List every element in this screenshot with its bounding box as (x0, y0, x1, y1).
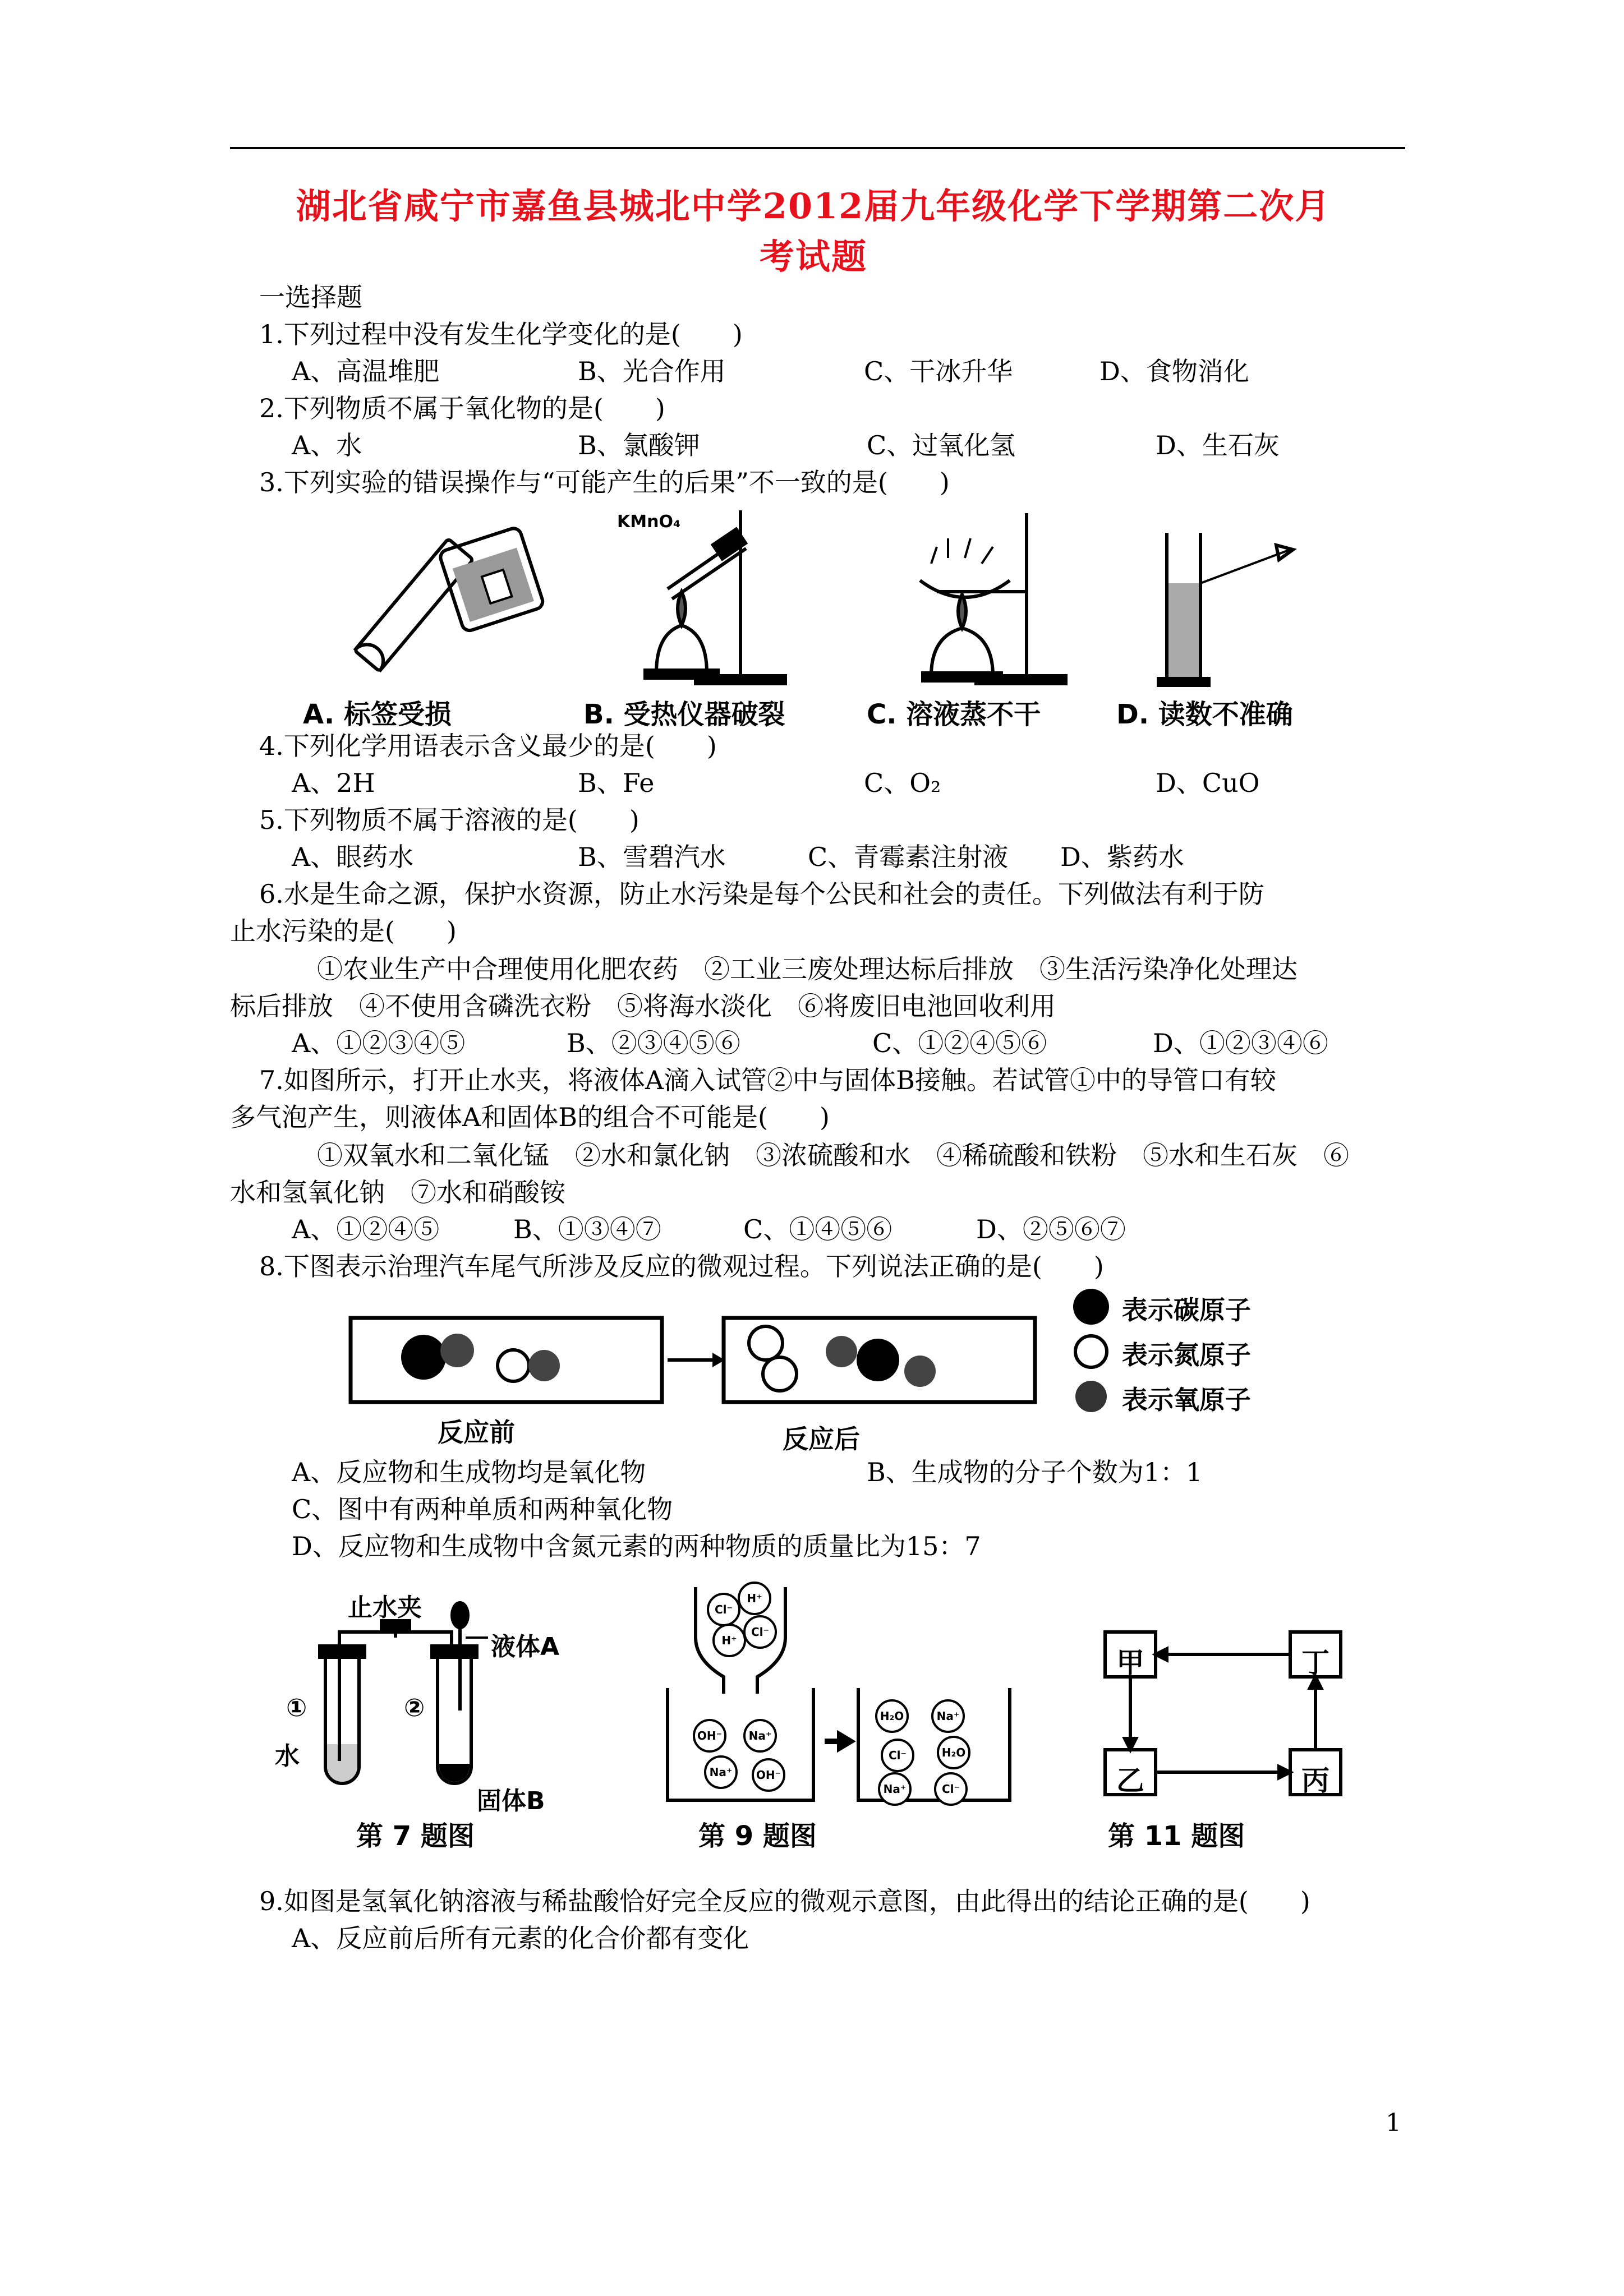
q8-legend-icons (1069, 1284, 1114, 1424)
q11-box-yi: 乙 (1116, 1764, 1144, 1797)
q7-items-line2: 水和氢氧化钠 ⑦水和硝酸铵 (230, 1177, 565, 1207)
nitrogen-atom (749, 1326, 783, 1360)
q9-figure-caption: 第 9 题图 (698, 1820, 817, 1852)
q2-stem: 2.下列物质不属于氧化物的是( ) (259, 393, 665, 423)
q3-kmno4-label: KMnO₄ (617, 512, 681, 532)
q8-after-label: 反应后 (783, 1424, 860, 1454)
q7-stem-line1: 7.如图所示，打开止水夹，将液体A滴入试管②中与固体B接触。若试管①中的导管口有较 (259, 1065, 1276, 1095)
q3-figure-d-cylinder (1156, 527, 1301, 690)
q1-option-d: D、食物消化 (1099, 356, 1249, 386)
carbon-atom-legend (1073, 1289, 1109, 1325)
ion-ions_top-2: H⁺ (712, 1624, 746, 1657)
q7-stem-line2: 多气泡产生，则液体A和固体B的组合不可能是( ) (230, 1102, 830, 1132)
q9-stem: 9.如图是氢氧化钠溶液与稀盐酸恰好完全反应的微观示意图，由此得出的结论正确的是( ) (259, 1886, 1310, 1916)
q8-legend-carbon: 表示碳原子 (1122, 1295, 1251, 1325)
q8-option-b: B、生成物的分子个数为1：1 (867, 1457, 1203, 1487)
nitrogen-atom-legend (1075, 1336, 1107, 1367)
q7-option-c: C、①④⑤⑥ (743, 1214, 892, 1244)
q8-option-a: A、反应物和生成物均是氧化物 (292, 1457, 646, 1487)
q7-tube1-label: ① (286, 1694, 307, 1722)
oxygen-atom (440, 1334, 474, 1367)
q3-stem: 3.下列实验的错误操作与“可能产生的后果”不一致的是( ) (259, 467, 950, 497)
q8-option-d: D、反应物和生成物中含氮元素的两种物质的质量比为15：7 (292, 1531, 981, 1561)
q4-option-c: C、O₂ (864, 768, 941, 798)
q7-liquid-a-label: 液体A (491, 1633, 560, 1661)
q6-items-line1: ①农业生产中合理使用化肥农药 ②工业三废处理达标后排放 ③生活污染净化处理达 (317, 954, 1298, 984)
q4-option-d: D、CuO (1156, 768, 1260, 798)
ion-ions_left-2: Na⁺ (704, 1755, 738, 1789)
section-heading: 一选择题 (259, 282, 362, 312)
q7-option-d: D、②⑤⑥⑦ (976, 1214, 1126, 1244)
q11-box-ding: 丁 (1301, 1647, 1329, 1679)
q4-option-a: A、2H (292, 768, 375, 798)
q1-option-c: C、干冰升华 (864, 356, 1013, 386)
oxygen-atom-legend (1075, 1381, 1107, 1412)
q1-option-a: A、高温堆肥 (292, 356, 440, 386)
ion-ions_right-5: Cl⁻ (934, 1772, 968, 1806)
q3-figure-a-pouring (348, 522, 550, 690)
q11-figure-caption: 第 11 题图 (1108, 1820, 1245, 1852)
ion-ions_left-3: OH⁻ (752, 1758, 785, 1792)
oxygen-atom (904, 1356, 936, 1387)
q5-stem: 5.下列物质不属于溶液的是( ) (259, 805, 640, 835)
q6-option-d: D、①②③④⑥ (1153, 1028, 1328, 1058)
q8-legend-oxygen: 表示氧原子 (1122, 1385, 1251, 1415)
q8-legend-nitrogen: 表示氮原子 (1122, 1340, 1251, 1370)
header-rule (230, 147, 1405, 149)
q7-tube2-label: ② (404, 1694, 425, 1722)
q8-option-c: C、图中有两种单质和两种氧化物 (292, 1494, 673, 1524)
q4-option-b: B、Fe (578, 768, 655, 798)
q3-caption-a: A. 标签受损 (303, 699, 452, 730)
q11-box-bing: 丙 (1301, 1764, 1329, 1797)
q6-option-a: A、①②③④⑤ (292, 1028, 466, 1058)
q6-stem-line1: 6.水是生命之源，保护水资源，防止水污染是每个公民和社会的责任。下列做法有利于防 (259, 879, 1264, 909)
q2-option-a: A、水 (292, 430, 362, 460)
ion-ions_right-3: H₂O (937, 1736, 970, 1769)
ion-ions_right-4: Na⁺ (878, 1772, 912, 1806)
q7-option-a: A、①②④⑤ (292, 1214, 440, 1244)
q7-clamp-label: 止水夹 (348, 1593, 422, 1622)
q5-option-c: C、青霉素注射液 (808, 842, 1009, 872)
q2-option-b: B、氯酸钾 (578, 430, 700, 460)
ion-ions_top-0: Cl⁻ (707, 1593, 740, 1626)
exam-title-line2: 考试题 (759, 236, 867, 277)
nitrogen-atom (763, 1357, 797, 1391)
carbon-atom (857, 1339, 899, 1381)
ion-ions_left-0: OH⁻ (693, 1719, 726, 1753)
ion-ions_right-2: Cl⁻ (881, 1739, 914, 1772)
q3-caption-c: C. 溶液蒸不干 (867, 699, 1041, 730)
q2-option-c: C、过氧化氢 (867, 430, 1016, 460)
q7-items-line1: ①双氧水和二氧化锰 ②水和氯化钠 ③浓硫酸和水 ④稀硫酸和铁粉 ⑤水和生石灰 ⑥ (317, 1140, 1349, 1170)
q6-stem-line2: 止水污染的是( ) (230, 916, 457, 946)
q3-figure-b-heating (611, 505, 813, 690)
ion-ions_top-1: H⁺ (738, 1582, 771, 1615)
q9-option-a: A、反应前后所有元素的化合价都有变化 (292, 1923, 749, 1953)
page-number: 1 (1386, 2109, 1401, 2137)
nitrogen-atom (498, 1350, 529, 1381)
ion-ions_right-0: H₂O (875, 1699, 909, 1733)
carbon-atom (401, 1335, 446, 1380)
q5-option-b: B、雪碧汽水 (578, 842, 726, 872)
oxygen-atom (528, 1350, 560, 1381)
q6-option-c: C、①②④⑤⑥ (872, 1028, 1047, 1058)
q1-option-b: B、光合作用 (578, 356, 726, 386)
q3-caption-b: B. 受热仪器破裂 (583, 699, 785, 730)
q2-option-d: D、生石灰 (1156, 430, 1280, 460)
q3-figure-c-evaporation (892, 508, 1077, 693)
q11-box-jia: 甲 (1116, 1647, 1144, 1679)
q5-option-d: D、紫药水 (1060, 842, 1184, 872)
q7-option-b: B、①③④⑦ (513, 1214, 661, 1244)
q7-water-label: 水 (275, 1742, 300, 1771)
ion-ions_left-1: Na⁺ (743, 1719, 777, 1753)
q6-option-b: B、②③④⑤⑥ (567, 1028, 740, 1058)
ion-ions_top-3: Cl⁻ (743, 1615, 777, 1649)
q3-caption-d: D. 读数不准确 (1116, 699, 1293, 730)
q4-stem: 4.下列化学用语表示含义最少的是( ) (259, 731, 717, 761)
q7-figure-caption: 第 7 题图 (356, 1820, 475, 1852)
q8-before-label: 反应前 (438, 1417, 515, 1447)
oxygen-atom (826, 1336, 857, 1367)
q7-solid-b-label: 固体B (477, 1787, 545, 1815)
q5-option-a: A、眼药水 (292, 842, 414, 872)
ion-ions_right-1: Na⁺ (931, 1699, 965, 1733)
q8-stem: 8.下图表示治理汽车尾气所涉及反应的微观过程。下列说法正确的是( ) (259, 1251, 1104, 1281)
exam-title-line1: 湖北省咸宁市嘉鱼县城北中学2012届九年级化学下学期第二次月 (296, 186, 1331, 227)
q8-reaction-diagram (348, 1301, 1060, 1413)
q6-items-line2: 标后排放 ④不使用含磷洗衣粉 ⑤将海水淡化 ⑥将废旧电池回收利用 (230, 991, 1056, 1021)
q1-stem: 1.下列过程中没有发生化学变化的是( ) (259, 319, 743, 349)
